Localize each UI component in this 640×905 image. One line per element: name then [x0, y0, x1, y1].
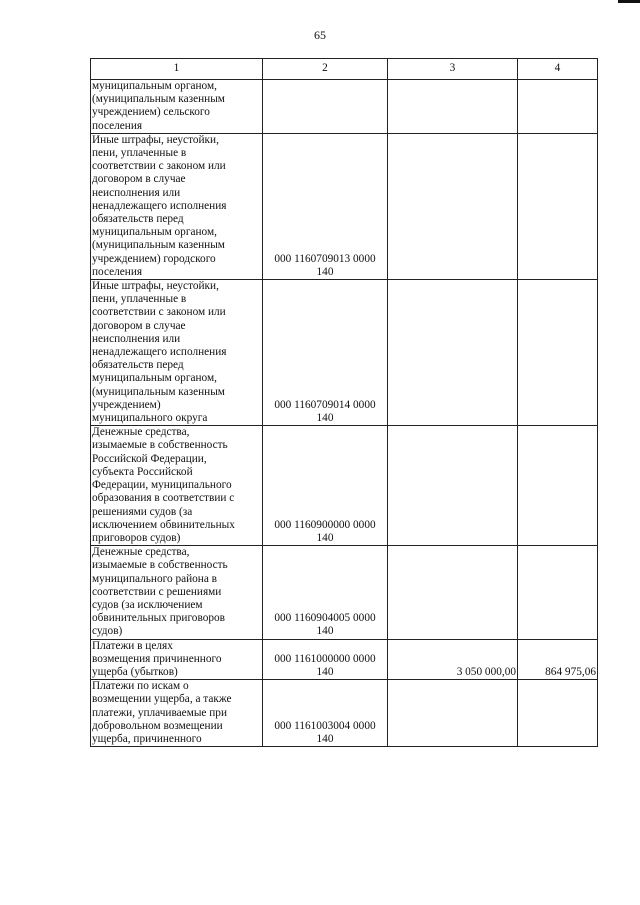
- row-value-col3: [388, 280, 518, 426]
- column-header-4: 4: [518, 59, 598, 80]
- column-header-1: 1: [91, 59, 263, 80]
- row-value-col4: [518, 680, 598, 747]
- row-description: Иные штрафы, неустойки, пени, уплаченные в соответствии с законом или договором в случае неисполнения или ненадлежащего исполнения обязательств перед муниципальным органом, (муниципальным казенным учреждением) городского поселения: [91, 133, 263, 279]
- table-row: [91, 426, 598, 546]
- table-row: [91, 280, 598, 426]
- column-header-3: 3: [388, 59, 518, 80]
- row-value-col3: [388, 426, 518, 546]
- row-value-col3: [388, 546, 518, 639]
- row-value-col4: [518, 80, 598, 134]
- row-value-col3: [388, 133, 518, 279]
- row-value-col3: [388, 680, 518, 747]
- row-value-col4: [518, 133, 598, 279]
- table-row: [91, 133, 598, 279]
- scan-corner-mark: [618, 0, 640, 3]
- row-code: 000 1161003004 0000 140: [263, 680, 388, 747]
- row-value-col4: [518, 280, 598, 426]
- table-row: [91, 546, 598, 639]
- page-number: 65: [314, 28, 326, 42]
- row-value-col4: [518, 426, 598, 546]
- row-value-col4: [518, 546, 598, 639]
- row-value-col3: [388, 80, 518, 134]
- row-description: Иные штрафы, неустойки, пени, уплаченные в соответствии с законом или договором в случае неисполнения или ненадлежащего исполнения обязательств перед муниципальным органом, (муниципальным казенным учреждением) муниципального округа: [91, 280, 263, 426]
- row-code: [263, 80, 388, 134]
- row-value-col4: 864 975,06: [518, 639, 598, 680]
- row-description: муниципальным органом, (муниципальным казенным учреждением) сельского поселения: [91, 80, 263, 134]
- row-description: Денежные средства, изымаемые в собственность муниципального района в соответствии с решениями судов (за исключением обвинительных приговоров судов): [91, 546, 263, 639]
- row-value-col3: 3 050 000,00: [388, 639, 518, 680]
- table-row: [91, 80, 598, 134]
- row-description: Платежи в целях возмещения причиненного ущерба (убытков): [91, 639, 263, 680]
- row-code: 000 1160900000 0000 140: [263, 426, 388, 546]
- row-code: 000 1160709013 0000 140: [263, 133, 388, 279]
- row-description: Денежные средства, изымаемые в собственность Российской Федерации, субъекта Российской Федерации, муниципального образования в соответствии с решениями судов (за исключением обвинительных приговоров судов): [91, 426, 263, 546]
- budget-table: [90, 58, 598, 747]
- row-code: 000 1160709014 0000 140: [263, 280, 388, 426]
- table-row: [91, 639, 598, 680]
- row-description: Платежи по искам о возмещении ущерба, а также платежи, уплачиваемые при добровольном возмещении ущерба, причиненного: [91, 680, 263, 747]
- table-row: [91, 680, 598, 747]
- row-code: 000 1161000000 0000 140: [263, 639, 388, 680]
- column-header-2: 2: [263, 59, 388, 80]
- row-code: 000 1160904005 0000 140: [263, 546, 388, 639]
- table-header-row: [91, 59, 598, 80]
